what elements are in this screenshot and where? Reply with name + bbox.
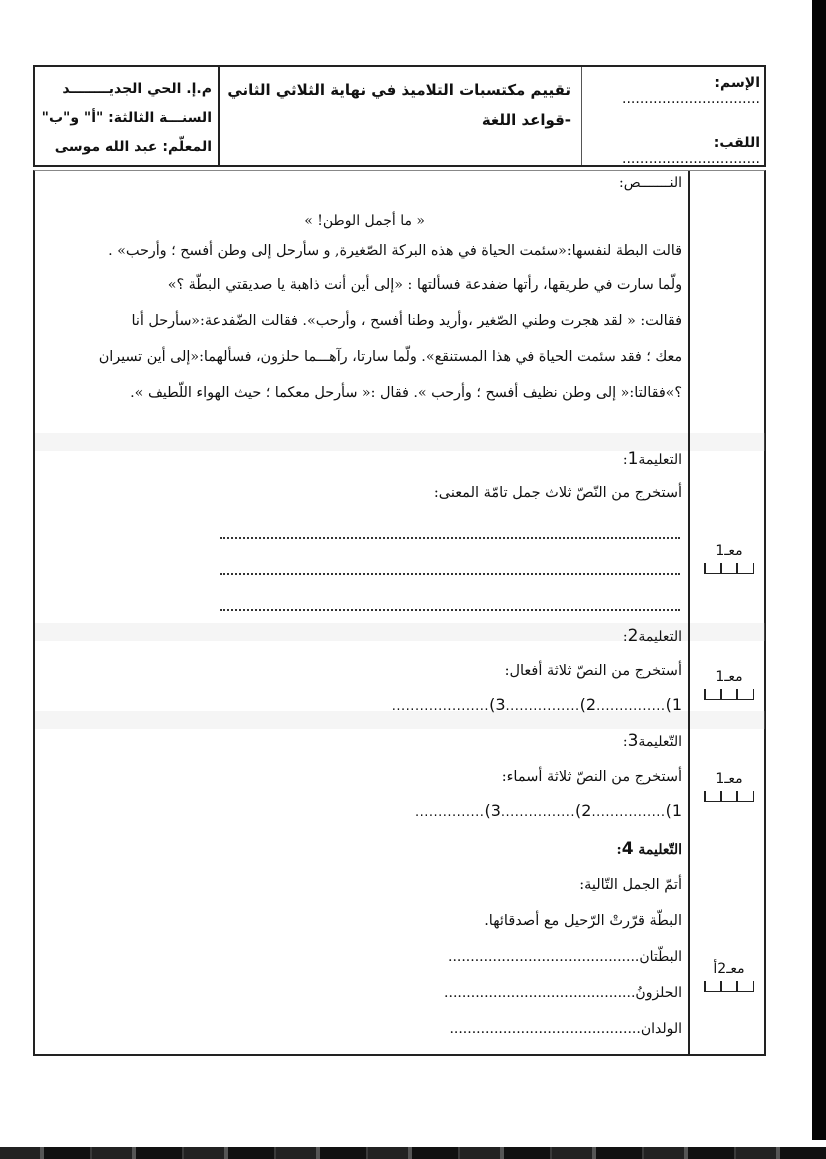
answer-line-2[interactable] [220,571,680,575]
exam-title: تقييم مكتسبات التلاميذ في نهاية الثلاثي الثاني [227,81,571,99]
surname-label: اللقب: [713,135,760,151]
fill-number: 2 [585,695,597,714]
score-column [688,171,764,1054]
exam-header [33,65,766,167]
scan-edge [812,0,826,1140]
colon: : [622,734,628,750]
instruction-label: التّعليمة [638,734,682,750]
instruction-label: التعليمة [638,452,682,468]
fill-blank[interactable]: ........................................... [444,985,636,1001]
complete-item-3[interactable] [449,1021,682,1037]
instruction-3-heading [623,731,682,751]
fill-blank[interactable]: ................ [591,805,666,820]
score-box-3: معـ1 [700,771,758,802]
criterion-number: 2أ [713,961,727,977]
text-label: النـــــــص: [619,175,682,191]
complete-item-2[interactable] [444,985,682,1001]
criterion-number: 1 [715,669,725,685]
class-name: السنـــة الثالثة: "أ" و"ب" [41,110,212,126]
instruction-4-heading [617,839,682,859]
score-ticks[interactable] [704,563,754,574]
name-label: الإسم: [714,75,760,91]
colon: : [622,452,628,468]
nouns-fill-line[interactable]: 1)................2)................3)............... [414,801,682,820]
teacher-name: المعلّم: عبد الله موسى [54,139,212,155]
instruction-3-text: أستخرج من النصّ ثلاثة أسماء: [501,769,682,785]
story-title: « ما أجمل الوطن! » [304,213,425,229]
story-line-2: ولّما سارت في طريقها، رأتها ضفدعة فسألتها : «إلى أين أنت ذاهبة يا صديقتي البطّة ؟» [167,277,682,293]
fill-blank[interactable]: ........................................... [448,949,640,965]
student-info [582,67,764,165]
fill-number: 2 [581,801,592,820]
criterion-label: مع [728,669,743,685]
exam-body [33,170,766,1056]
fill-blank[interactable]: ................ [500,805,575,820]
colon: : [622,629,628,645]
story-line-5: ؟»فقالتا:« إلى وطن نظيف أفسح ؛ وأرحب ». فقال :« سأرحل معكما ؛ حيث الهواء اللّطيف ». [130,385,682,401]
fill-number: 3 [495,695,506,714]
score-ticks[interactable] [704,689,754,700]
instruction-2-text: أستخرج من النصّ ثلاثة أفعال: [504,663,682,679]
fill-number: 1 [671,801,682,820]
fill-blank[interactable]: ............... [596,699,666,714]
fill-number: 3 [490,801,501,820]
instruction-4-text: أتمّ الجمل التّالية: [579,877,682,893]
fill-blank[interactable]: ................ [505,699,580,714]
score-box-2: معـ1 [700,669,758,700]
fill-blank[interactable]: ............... [414,805,485,820]
score-ticks[interactable] [704,791,754,802]
criterion-label: مع [730,961,745,977]
name-field[interactable]: ............................... [622,91,760,107]
exam-subject: -قواعد اللغة [481,111,571,129]
instruction-2-heading [623,626,682,646]
score-box-1: معـ1 [700,543,758,574]
instruction-number: 3 [627,731,639,751]
exam-info [220,67,582,165]
school-info [35,67,220,165]
instruction-number: 2 [627,626,639,646]
verbs-fill-line[interactable]: 1)...............2)................3)..................... [391,695,682,714]
criterion-number: 1 [715,543,725,559]
complete-item-1[interactable] [448,949,682,965]
fill-number: 1 [671,695,682,714]
surname-field[interactable]: ............................... [622,151,760,167]
instruction-number: 1 [627,449,639,469]
criterion-label: مع [728,771,743,787]
score-box-4: معـ2أ [700,961,758,992]
story-line-4: معك ؛ فقد سئمت الحياة في هذا المستنقع». ولّما سارتا، رآهـــما حلزون، فسألهما:«إلى أين تسيران [98,349,682,365]
sentence-start: الحلزونُ [635,985,682,1001]
colon: : [616,842,622,858]
instruction-1-text: أستخرج من النّصّ ثلاث جمل تامّة المعنى: [433,485,682,501]
scan-bottom-strip [0,1147,826,1159]
instruction-1-heading [623,449,682,469]
instruction-label: التعليمة [638,629,682,645]
exam-content [35,171,690,1054]
instruction-4-example: البطّة قرّرتْ الرّحيل مع أصدقائها. [484,913,682,929]
criterion-label: مع [728,543,743,559]
story-line-3: فقالت: « لقد هجرت وطني الصّغير ،وأريد وطنا أفسح ، وأرحب». فقالت الضّفدعة:«سأرحل أنا [131,313,682,329]
criterion-number: 1 [715,771,725,787]
answer-line-1[interactable] [220,535,680,539]
score-ticks[interactable] [704,981,754,992]
instruction-number: 4 [621,839,634,859]
fill-blank[interactable]: ........................................... [449,1021,641,1037]
fill-blank[interactable]: ..................... [391,699,490,714]
sentence-start: البطّتان [639,949,682,965]
sentence-start: الولدان [640,1021,682,1037]
school-name: م.إ. الحي الجديــــــــد [62,81,212,97]
answer-line-3[interactable] [220,607,680,611]
instruction-label: التّعليمة [638,842,682,858]
story-line-1: قالت البطة لنفسها:«سئمت الحياة في هذه البركة الصّغيرة, و سأرحل إلى وطن أفسح ؛ وأرحب» . [108,243,682,259]
